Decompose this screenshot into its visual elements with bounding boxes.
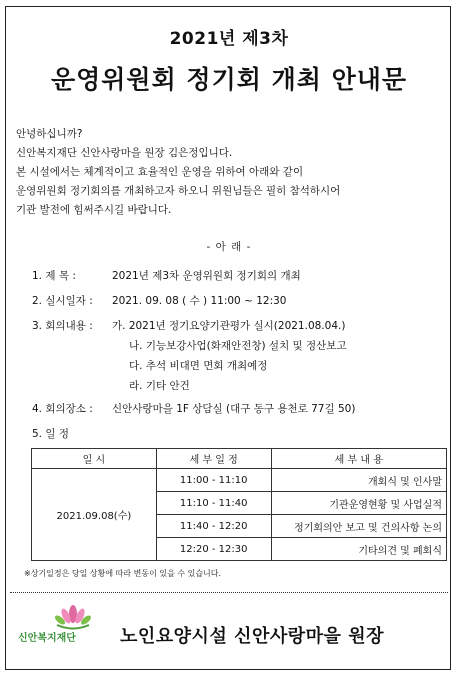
schedule-date: 2021.09.08(수)	[32, 469, 157, 561]
schedule-time: 12:20 - 12:30	[156, 538, 271, 561]
column-header: 세 부 내 용	[271, 449, 446, 469]
schedule-detail: 정기회의안 보고 및 건의사항 논의	[271, 515, 446, 538]
agenda-item: 다. 추석 비대면 면회 개최예정	[129, 360, 268, 372]
item-agenda-label: 3. 회의내용 :	[32, 320, 93, 332]
page-title: 운영위원회 정기회 개최 안내문	[50, 65, 408, 94]
schedule-time: 11:00 - 11:10	[156, 469, 271, 492]
agenda-item: 나. 기능보강사업(화재안전창) 설치 및 정산보고	[129, 340, 347, 352]
item-place-label: 4. 회의장소 :	[32, 403, 93, 415]
footer-divider	[10, 592, 448, 593]
agenda-item: 가. 2021년 정기요양기관평가 실시(2021.08.04.)	[112, 320, 346, 332]
greeting-line: 운영위원회 정기회의를 개최하고자 하오니 위원님들은 필히 참석하시어	[16, 185, 341, 197]
item-schedule-label: 5. 일 정	[32, 428, 69, 440]
schedule-time: 11:10 - 11:40	[156, 492, 271, 515]
agenda-item: 라. 기타 안건	[129, 380, 190, 392]
logo-text: 신안복지재단	[18, 633, 76, 644]
greeting-line: 기관 발전에 힘써주시길 바랍니다.	[16, 204, 172, 216]
schedule-detail: 기타의견 및 폐회식	[271, 538, 446, 561]
column-header: 세 부 일 정	[156, 449, 271, 469]
greeting-line: 본 시설에서는 체계적이고 효율적인 운영을 위하여 아래와 같이	[16, 166, 304, 178]
item-date-value: 2021. 09. 08 ( 수 ) 11:00 ~ 12:30	[112, 295, 287, 307]
item-title-label: 1. 제 목 :	[32, 270, 76, 282]
item-place-value: 신안사랑마을 1F 상담실 (대구 동구 용천로 77길 50)	[112, 403, 356, 415]
table-row	[32, 469, 447, 492]
item-title-value: 2021년 제3차 운영위원회 정기회의 개최	[112, 270, 301, 282]
schedule-detail: 개회식 및 인사말	[271, 469, 446, 492]
table-header-row	[32, 449, 447, 469]
item-date-label: 2. 실시일자 :	[32, 295, 93, 307]
schedule-time: 11:40 - 12:20	[156, 515, 271, 538]
memo-heading: - 아 래 -	[206, 241, 252, 253]
schedule-detail: 기관운영현황 및 사업실적	[271, 492, 446, 515]
signature-line: 노인요양시설 신안사랑마을 원장	[120, 626, 384, 647]
title-year: 2021년 제3차	[169, 29, 289, 49]
greeting-paragraph	[16, 125, 441, 220]
schedule-table	[31, 448, 447, 561]
greeting-line: 신안복지재단 신안사랑마을 원장 김은정입니다.	[16, 147, 233, 159]
greeting-line: 안녕하십니까?	[16, 128, 83, 140]
column-header: 일 시	[32, 449, 157, 469]
footnote: ※상기일정은 당일 상황에 따라 변동이 있을 수 있습니다.	[24, 569, 222, 578]
